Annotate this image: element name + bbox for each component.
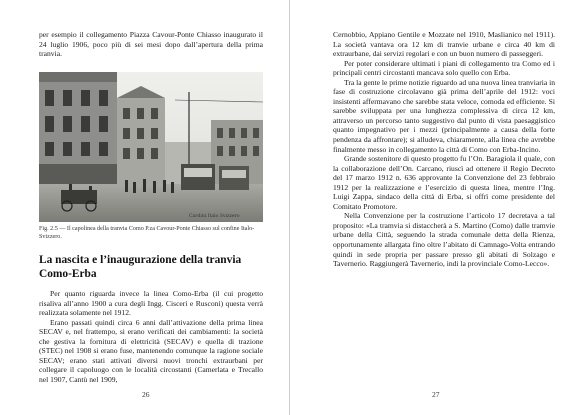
right-body: [333, 30, 555, 269]
paragraph: Per quanto riguarda invece la linea Como-Erba (il cui progetto risaliva all’anno 1900 a cura degli Ingg. Cisceri e Rusconi) questa verrà realizzata solamente nel 1912.: [39, 289, 263, 318]
section-heading: La nascita e l’inaugurazione della tranvia Como-Erba: [39, 254, 242, 280]
paragraph: Cernobbio, Appiano Gentile e Mozzate nel 1910, Maslianico nel 1911). La società vantava ora 12 km di tranvie urbane e circa 40 km di extraurbane, dai servizi regolari e con un buon numero di passeggeri.: [333, 30, 555, 59]
tram-terminus-photo: [39, 72, 263, 222]
left-body: [39, 289, 263, 384]
paragraph: per esempio il collegamento Piazza Cavour-Ponte Chiasso inaugurato il 24 luglio 1906, poco più di sei mesi dopo dall’apertura della prima tranvia.: [39, 30, 263, 59]
paragraph: Nella Convenzione per la costruzione l’articolo 17 decretava a tal proposito: «La tramvia si distaccherà a S. Martino (Como) dalle tramvie urbane della Città, seguendo la strada comunale detta della Rienza, opportunamente allargata fino oltre l’abitato di Camnago-Volta entrando quindi in sede propria per passare presso gli abitati di Solzago e Tavernerio. Raggiungerà Tavernerio, indi la provinciale Como-Lecco».: [333, 211, 555, 269]
page-number-left: 26: [142, 390, 150, 399]
figure-caption: Fig. 2.5 — Il capolinea della tranvia Como P.za Cavour-Ponte Chiasso sul confine Italo-Svizzero.: [39, 226, 255, 240]
paragraph: Per poter considerare ultimati i piani di collegamento tra Como ed i principali centri circostanti mancava solo quello con Erba.: [333, 58, 555, 78]
page-number-right: 27: [432, 390, 440, 399]
paragraph: Tra la gente le prime notizie riguardo ad una nuova linea tranviaria in fase di costruzione circolavano già prima dell’aprile del 1912: voci insistenti affermavano che sarebbe stata veloce, comoda ed efficiente. Si sarebbe sviluppata per una lunghezza complessiva di circa 12 km, attraverso un percorso tanto suggestivo dal punto di vista paesaggistico quanto impegnativo per i mezzi (principalmente a causa della forte pendenza da affrontare); si alludeva, chiaramente, alla linea che avrebbe finalmente messo in collegamento la città di Como con Erba-Incino.: [333, 77, 556, 154]
left-top-paragraph: [39, 30, 263, 59]
paragraph: Erano passati quindi circa 6 anni dall’attivazione della prima linea SECAV e, nel frattempo, si erano verificati dei cambiamenti: la società che gestiva la fornitura di elettricità (SECAV) e quella di trazione (STEC) nel 1908 si erano fuse, mantenendo comunque la ragione sociale SECAV; erano stati attivati diversi nuovi tronchi extraurbani per collegare il capoluogo con le località circostanti (Camerlata e Trecallo nel 1907, Cantù nel 1909,: [39, 317, 263, 384]
photo-credit: Cardini Italo Svizzero: [189, 214, 240, 219]
paragraph: Grande sostenitore di questo progetto fu l’On. Baragiola il quale, con la collaborazione dell’On. Carcano, riuscì ad ottenere il Regio Decreto del 17 marzo 1912 n. 636 approvante la Convenzione del 23 febbraio 1912 per la realizzazione e l’esercizio di questa linea, mentre l’Ing. Luigi Zappa, sindaco della città di Erba, si offrì come presidente del Comitato Promotore.: [333, 154, 555, 211]
